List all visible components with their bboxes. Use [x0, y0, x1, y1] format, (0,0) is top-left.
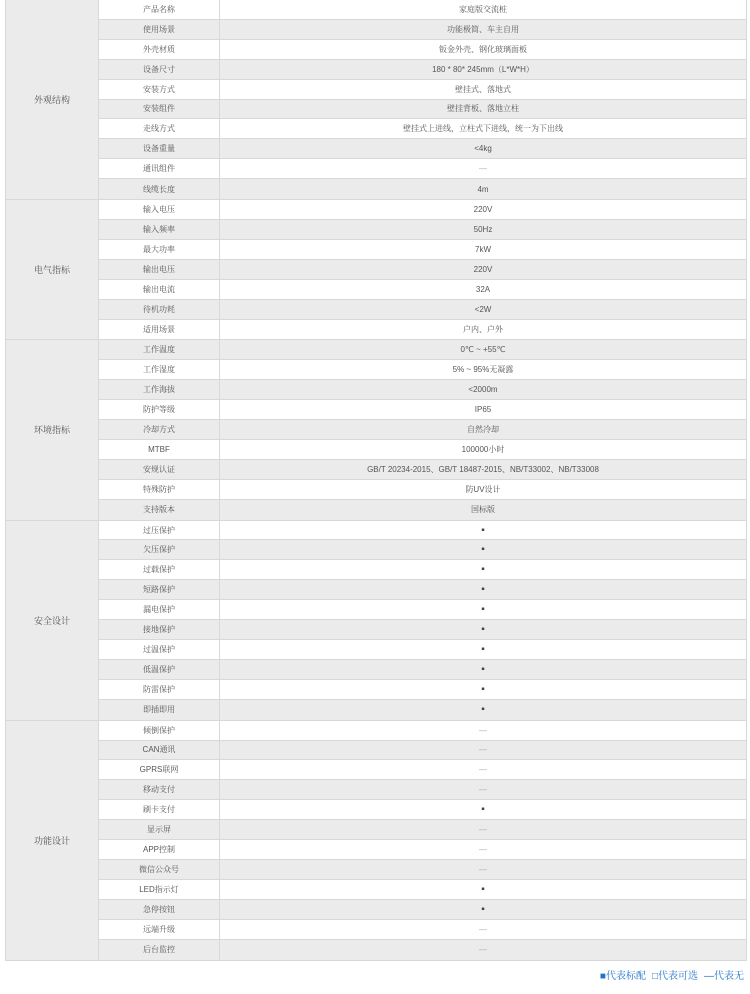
spec-value: 7kW: [220, 240, 746, 259]
legend: [600, 967, 744, 982]
spec-name: 设备重量: [99, 139, 220, 158]
spec-row: [99, 80, 746, 100]
spec-name: 最大功率: [99, 240, 220, 259]
spec-name: 短路保护: [99, 580, 220, 599]
spec-value: ▪: [220, 640, 746, 659]
spec-row: [99, 0, 746, 20]
spec-name: CAN通讯: [99, 741, 220, 760]
spec-name: 线缆长度: [99, 179, 220, 199]
spec-row: [99, 20, 746, 40]
spec-row: [99, 620, 746, 640]
spec-name: 接地保护: [99, 620, 220, 639]
spec-row: [99, 400, 746, 420]
spec-row: [99, 380, 746, 400]
spec-value: ▪: [220, 620, 746, 639]
spec-value: ▪: [220, 560, 746, 579]
spec-row: [99, 460, 746, 480]
spec-value: <4kg: [220, 139, 746, 158]
spec-name: 走线方式: [99, 119, 220, 138]
spec-row: [99, 760, 746, 780]
spec-name: 移动支付: [99, 780, 220, 799]
spec-name: 倾倒保护: [99, 721, 220, 740]
legend-none: —代表无: [704, 971, 744, 982]
spec-row: [99, 60, 746, 80]
spec-value: <2W: [220, 300, 746, 319]
spec-value: —: [220, 721, 746, 740]
spec-value: ▪: [220, 660, 746, 679]
spec-row: [99, 700, 746, 720]
spec-value: 50Hz: [220, 220, 746, 239]
spec-row: [99, 540, 746, 560]
spec-name: 远端升级: [99, 920, 220, 939]
spec-name: 通讯组件: [99, 159, 220, 178]
spec-name: 刷卡支付: [99, 800, 220, 819]
spec-row: [99, 741, 746, 761]
spec-name: 产品名称: [99, 0, 220, 19]
spec-value: 自然冷却: [220, 420, 746, 439]
spec-name: 特殊防护: [99, 480, 220, 499]
group-label: 环境指标: [6, 340, 99, 519]
spec-row: [99, 159, 746, 179]
spec-name: 显示屏: [99, 820, 220, 839]
spec-value: 钣金外壳、钢化玻璃面板: [220, 40, 746, 59]
group-label: 电气指标: [6, 200, 99, 339]
spec-row: [99, 340, 746, 360]
spec-name: 输入电压: [99, 200, 220, 219]
spec-row: [99, 800, 746, 820]
spec-name: 过压保护: [99, 521, 220, 540]
spec-value: ▪: [220, 540, 746, 559]
spec-value: <2000m: [220, 380, 746, 399]
spec-name: 欠压保护: [99, 540, 220, 559]
spec-row: [99, 780, 746, 800]
spec-row: [99, 300, 746, 320]
spec-name: 安规认证: [99, 460, 220, 479]
spec-value: 180 * 80* 245mm（L*W*H）: [220, 60, 746, 79]
spec-row: [99, 40, 746, 60]
spec-group: [6, 721, 746, 961]
spec-value: ▪: [220, 900, 746, 919]
spec-value: 32A: [220, 280, 746, 299]
spec-value: —: [220, 780, 746, 799]
spec-name: 安装方式: [99, 80, 220, 99]
spec-value: IP65: [220, 400, 746, 419]
spec-group: [6, 521, 746, 721]
spec-row: [99, 680, 746, 700]
spec-row: [99, 721, 746, 741]
group-label: 安全设计: [6, 521, 99, 720]
spec-name: LED指示灯: [99, 880, 220, 899]
spec-name: 输入频率: [99, 220, 220, 239]
group-label: 功能设计: [6, 721, 99, 960]
spec-name: GPRS联网: [99, 760, 220, 779]
spec-row: [99, 119, 746, 139]
spec-value: 防UV设计: [220, 480, 746, 499]
spec-row: [99, 840, 746, 860]
spec-value: —: [220, 920, 746, 939]
spec-value: 户内、户外: [220, 320, 746, 340]
spec-name: 防护等级: [99, 400, 220, 419]
spec-row: [99, 179, 746, 199]
spec-row: [99, 220, 746, 240]
spec-row: [99, 500, 746, 520]
spec-name: 冷却方式: [99, 420, 220, 439]
spec-name: 输出电压: [99, 260, 220, 279]
spec-value: —: [220, 940, 746, 960]
spec-value: —: [220, 741, 746, 760]
spec-value: 220V: [220, 260, 746, 279]
spec-value: ▪: [220, 680, 746, 699]
spec-name: 低温保护: [99, 660, 220, 679]
spec-value: ▪: [220, 580, 746, 599]
spec-value: ▪: [220, 521, 746, 540]
spec-value: —: [220, 840, 746, 859]
spec-value: 100000小时: [220, 440, 746, 459]
spec-value: —: [220, 159, 746, 178]
spec-name: 过温保护: [99, 640, 220, 659]
spec-value: 壁挂背板、落地立柱: [220, 100, 746, 119]
spec-row: [99, 100, 746, 120]
spec-group: [6, 0, 746, 200]
spec-name: 漏电保护: [99, 600, 220, 619]
spec-name: 待机功耗: [99, 300, 220, 319]
legend-optional: □代表可选: [651, 971, 698, 982]
spec-row: [99, 260, 746, 280]
spec-value: 5% ~ 95%无凝露: [220, 360, 746, 379]
spec-value: —: [220, 820, 746, 839]
spec-row: [99, 200, 746, 220]
spec-value: ▪: [220, 700, 746, 720]
spec-value: —: [220, 760, 746, 779]
spec-row: [99, 480, 746, 500]
spec-value: 家庭版交流桩: [220, 0, 746, 19]
spec-row: [99, 860, 746, 880]
spec-name: 适用场景: [99, 320, 220, 340]
spec-row: [99, 820, 746, 840]
spec-value: 国标版: [220, 500, 746, 520]
spec-row: [99, 240, 746, 260]
spec-value: 0℃ ~ +55℃: [220, 340, 746, 359]
spec-value: —: [220, 860, 746, 879]
spec-value: 220V: [220, 200, 746, 219]
spec-row: [99, 660, 746, 680]
spec-name: APP控制: [99, 840, 220, 859]
spec-name: 支持版本: [99, 500, 220, 520]
spec-name: 工作温度: [99, 340, 220, 359]
spec-group: [6, 200, 746, 340]
spec-name: 微信公众号: [99, 860, 220, 879]
spec-value: 功能极简、车主自用: [220, 20, 746, 39]
spec-row: [99, 440, 746, 460]
spec-name: 过载保护: [99, 560, 220, 579]
spec-name: 即插即用: [99, 700, 220, 720]
spec-group: [6, 340, 746, 520]
spec-name: 工作湿度: [99, 360, 220, 379]
spec-name: 外壳材质: [99, 40, 220, 59]
spec-row: [99, 940, 746, 960]
spec-row: [99, 880, 746, 900]
spec-value: ▪: [220, 880, 746, 899]
spec-value: GB/T 20234-2015、GB/T 18487-2015、NB/T33002、NB/T33008: [220, 460, 746, 479]
spec-value: ▪: [220, 600, 746, 619]
spec-name: 设备尺寸: [99, 60, 220, 79]
spec-name: 防雷保护: [99, 680, 220, 699]
spec-name: 输出电流: [99, 280, 220, 299]
spec-name: 急停按钮: [99, 900, 220, 919]
spec-value: 壁挂式上进线，立柱式下进线，统一为下出线: [220, 119, 746, 138]
spec-row: [99, 900, 746, 920]
group-label: 外观结构: [6, 0, 99, 199]
spec-name: 后台监控: [99, 940, 220, 960]
spec-name: 安装组件: [99, 100, 220, 119]
spec-value: 4m: [220, 179, 746, 199]
spec-value: 壁挂式、落地式: [220, 80, 746, 99]
spec-value: ▪: [220, 800, 746, 819]
spec-row: [99, 920, 746, 940]
spec-row: [99, 640, 746, 660]
spec-name: MTBF: [99, 440, 220, 459]
spec-table: [5, 0, 747, 961]
spec-row: [99, 560, 746, 580]
legend-standard: ■代表标配: [599, 971, 646, 982]
spec-row: [99, 360, 746, 380]
spec-row: [99, 580, 746, 600]
spec-row: [99, 320, 746, 340]
spec-row: [99, 280, 746, 300]
spec-row: [99, 420, 746, 440]
spec-row: [99, 600, 746, 620]
spec-row: [99, 521, 746, 541]
spec-name: 工作海拔: [99, 380, 220, 399]
spec-name: 使用场景: [99, 20, 220, 39]
spec-row: [99, 139, 746, 159]
